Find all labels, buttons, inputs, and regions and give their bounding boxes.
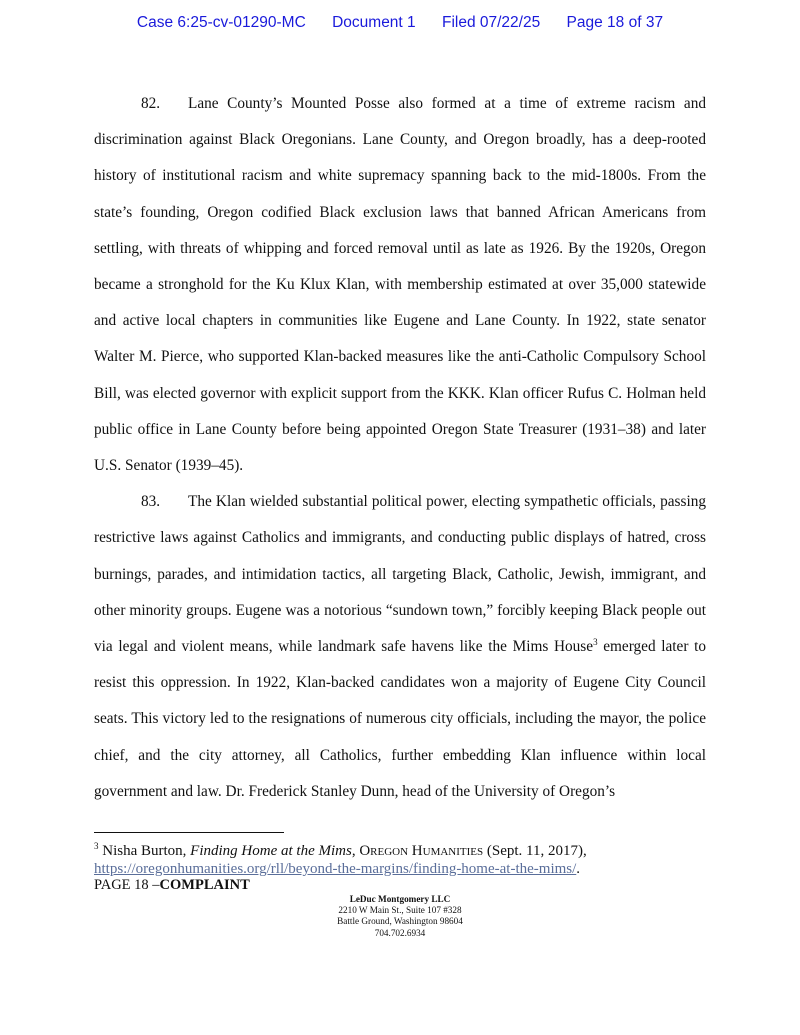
case-header <box>0 14 800 32</box>
firm-address-line1: 2210 W Main St., Suite 107 #328 <box>338 905 462 916</box>
paragraph-number: 82. <box>141 95 161 112</box>
footnote-separator: , <box>351 843 360 859</box>
footnote-date: (Sept. 11, 2017), <box>483 843 587 859</box>
firm-name: LeDuc Montgomery LLC <box>349 894 451 904</box>
footnote-title: Finding Home at the Mims <box>190 843 352 859</box>
firm-info <box>0 894 800 939</box>
firm-address-line2: Battle Ground, Washington 98604 <box>337 916 463 927</box>
footnote-divider <box>94 832 284 833</box>
page-number-label: PAGE 18 – <box>94 877 160 893</box>
document-number: Document 1 <box>332 14 416 31</box>
firm-phone: 704.702.6934 <box>374 927 426 938</box>
paragraph-text: The Klan wielded substantial political power, electing sympathetic officials, passing restrictive laws against Catholics and immigrants, and conducting public displays of hatred, cross burnings, parades, and intimidation tactics, all targeting Black, Catholic, Jewish, immigrant, and other minority groups. Eugene was a notorious “sundown town,” forcibly keeping Black people out via legal and violent means, while landmark safe havens like the Mims House <box>94 493 706 656</box>
document-title: COMPLAINT <box>159 877 250 893</box>
footnote-number: 3 <box>94 841 99 851</box>
footnote-publisher: Oregon Humanities <box>359 843 484 859</box>
paragraph-82 <box>94 86 706 484</box>
document-body <box>94 86 706 810</box>
footnote-end: . <box>576 861 581 877</box>
footnote-link[interactable]: https://oregonhumanities.org/rll/beyond-the-margins/finding-home-at-the-mims/ <box>94 861 577 877</box>
footnote <box>94 842 714 878</box>
page-footer-label <box>94 877 250 893</box>
paragraph-number: 83. <box>141 493 161 511</box>
case-number: Case 6:25-cv-01290-MC <box>136 14 306 31</box>
paragraph-83 <box>94 484 706 810</box>
footnote-reference[interactable]: 3 <box>593 636 598 647</box>
paragraph-text-continued: emerged later to resist this oppression. In 1922, Klan-backed candidates won a majority of Eugene City Council seats. This victory led to the resignations of numerous city officials, including the mayor, the police chief, and the city attorney, all Catholics, further embedding Klan influence within local government and law. Dr. Frederick Stanley Dunn, head of the University of Oregon’s <box>94 638 706 800</box>
filed-date: Filed 07/22/25 <box>441 14 541 31</box>
page-count: Page 18 of 37 <box>566 14 664 31</box>
paragraph-text: Lane County’s Mounted Posse also formed at a time of extreme racism and discrimination against Black Oregonians. Lane County, and Oregon broadly, has a deep-rooted history of institutional racism and white supremacy spanning back to the mid-1800s. From the state’s founding, Oregon codified Black exclusion laws that banned African Americans from settling, with threats of whipping and forced removal until as late as 1926. By the 1920s, Oregon became a stronghold for the Ku Klux Klan, with membership estimated at over 35,000 statewide and active local chapters in communities like Eugene and Lane County. In 1922, state senator Walter M. Pierce, who supported Klan-backed measures like the anti-Catholic Compulsory School Bill, was elected governor with explicit support from the KKK. Klan officer Rufus C. Holman held public office in Lane County before being appointed Oregon State Treasurer (1931–38) and later U.S. Senator (1939–45). <box>94 95 706 475</box>
footnote-author: Nisha Burton, <box>98 843 191 859</box>
